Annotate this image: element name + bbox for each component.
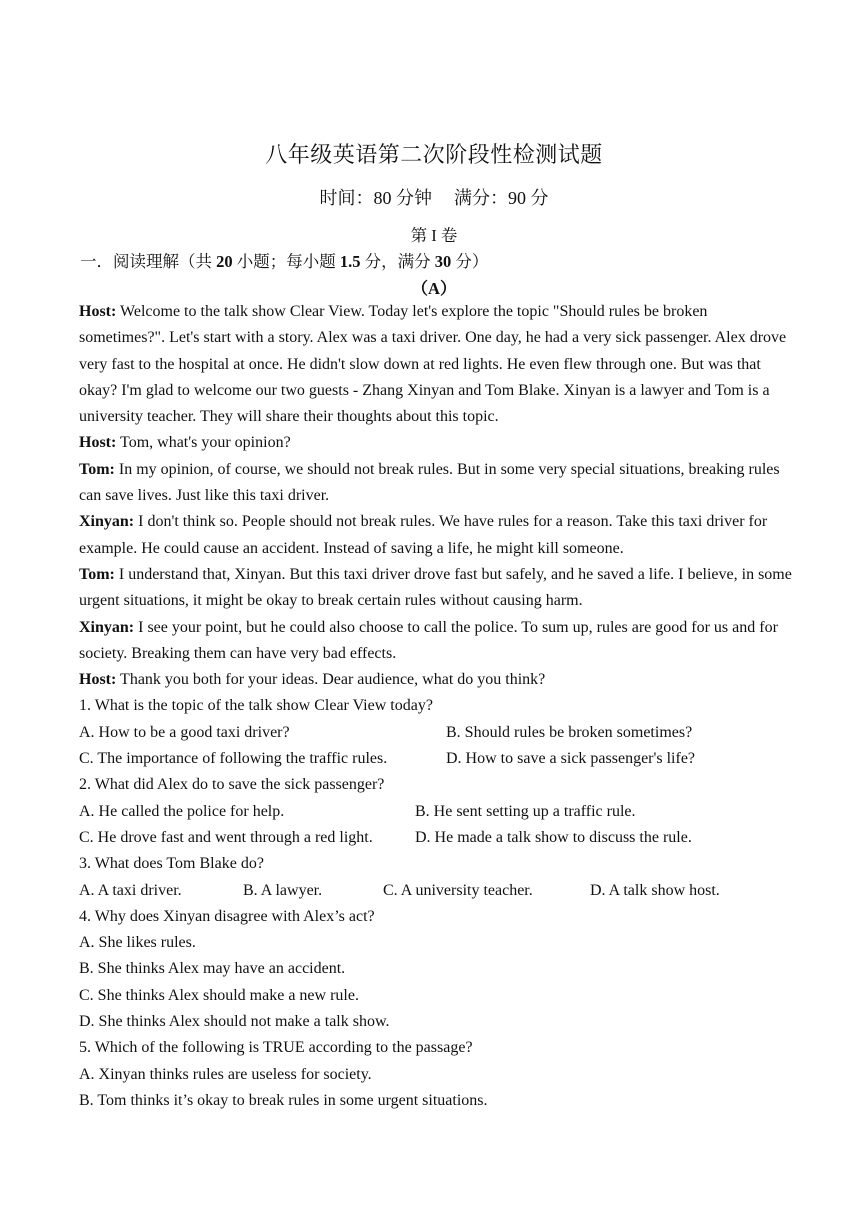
option: C. He drove fast and went through a red light. bbox=[79, 828, 373, 846]
option: A. A taxi driver. bbox=[79, 881, 182, 899]
option: D. How to save a sick passenger's life? bbox=[446, 750, 696, 768]
exam-time: 时间：80 分钟 bbox=[319, 188, 432, 208]
option: B. He sent setting up a traffic rule. bbox=[415, 802, 636, 820]
option-row bbox=[79, 878, 794, 904]
exam-score: 满分：90 分 bbox=[454, 188, 549, 208]
page-title: 八年级英语第二次阶段性检测试题 bbox=[265, 142, 603, 167]
option: D. He made a talk show to discuss the rule. bbox=[415, 828, 692, 846]
dialogue-line: Host: Welcome to the talk show Clear View. Today let's explore the topic "Should rules be broken sometimes?". Let's start with a story. Alex was a taxi driver. One day, he had a very sick passenger. Alex drove very fast to the hospital at once. He didn't slow down at red lights. He even flew through one. But was that okay? I'm glad to welcome our two guests - Zhang Xinyan and Tom Blake. Xinyan is a lawyer and Tom is a university teacher. They will share their thoughts about this topic. bbox=[79, 303, 787, 426]
part-label: （A） bbox=[411, 279, 457, 298]
dialogue-line: Host: Thank you both for your ideas. Dear audience, what do you think? bbox=[79, 671, 546, 689]
question-stem: 4. Why does Xinyan disagree with Alex’s act? bbox=[79, 907, 375, 925]
option: B. Should rules be broken sometimes? bbox=[446, 723, 693, 741]
option: C. A university teacher. bbox=[383, 881, 533, 899]
reading-passage bbox=[79, 299, 794, 1114]
exam-info bbox=[0, 184, 868, 210]
dialogue-line: Tom: I understand that, Xinyan. But this taxi driver drove fast but safely, and he saved a life. I believe, in some urgent situations, it might be okay to break certain rules without causing harm. bbox=[79, 565, 792, 610]
option: C. She thinks Alex should make a new rule. bbox=[79, 986, 359, 1004]
option-row bbox=[79, 799, 794, 825]
option-row bbox=[79, 746, 794, 772]
section-heading: 一．阅读理解（共 20 小题；每小题 1.5 分，满分 30 分） bbox=[80, 252, 489, 271]
option: A. How to be a good taxi driver? bbox=[79, 723, 290, 741]
dialogue-line: Tom: In my opinion, of course, we should not break rules. But in some very special situations, breaking rules can save lives. Just like this taxi driver. bbox=[79, 460, 780, 505]
question-stem: 1. What is the topic of the talk show Clear View today? bbox=[79, 697, 433, 715]
option: B. Tom thinks it’s okay to break rules in some urgent situations. bbox=[79, 1091, 488, 1109]
option: B. She thinks Alex may have an accident. bbox=[79, 960, 346, 978]
option: D. A talk show host. bbox=[590, 881, 720, 899]
option: A. Xinyan thinks rules are useless for society. bbox=[79, 1065, 372, 1083]
option-row bbox=[79, 720, 794, 746]
dialogue-line: Xinyan: I see your point, but he could also choose to call the police. To sum up, rules are good for us and for society. Breaking them can have very bad effects. bbox=[79, 618, 778, 662]
option: A. She likes rules. bbox=[79, 934, 196, 952]
dialogue-line: Host: Tom, what's your opinion? bbox=[79, 434, 291, 452]
option: A. He called the police for help. bbox=[79, 802, 285, 820]
option: B. A lawyer. bbox=[243, 881, 323, 899]
dialogue-line: Xinyan: I don't think so. People should not break rules. We have rules for a reason. Take this taxi driver for example. He could cause an accident. Instead of saving a life, he might kill someone. bbox=[79, 513, 768, 557]
option: D. She thinks Alex should not make a talk show. bbox=[79, 1013, 390, 1031]
question-stem: 5. Which of the following is TRUE according to the passage? bbox=[79, 1039, 473, 1057]
option: C. The importance of following the traffic rules. bbox=[79, 750, 388, 768]
question-stem: 3. What does Tom Blake do? bbox=[79, 855, 264, 873]
option-row bbox=[79, 825, 794, 851]
question-stem: 2. What did Alex do to save the sick passenger? bbox=[79, 776, 385, 794]
volume-label: 第 I 卷 bbox=[410, 226, 458, 245]
